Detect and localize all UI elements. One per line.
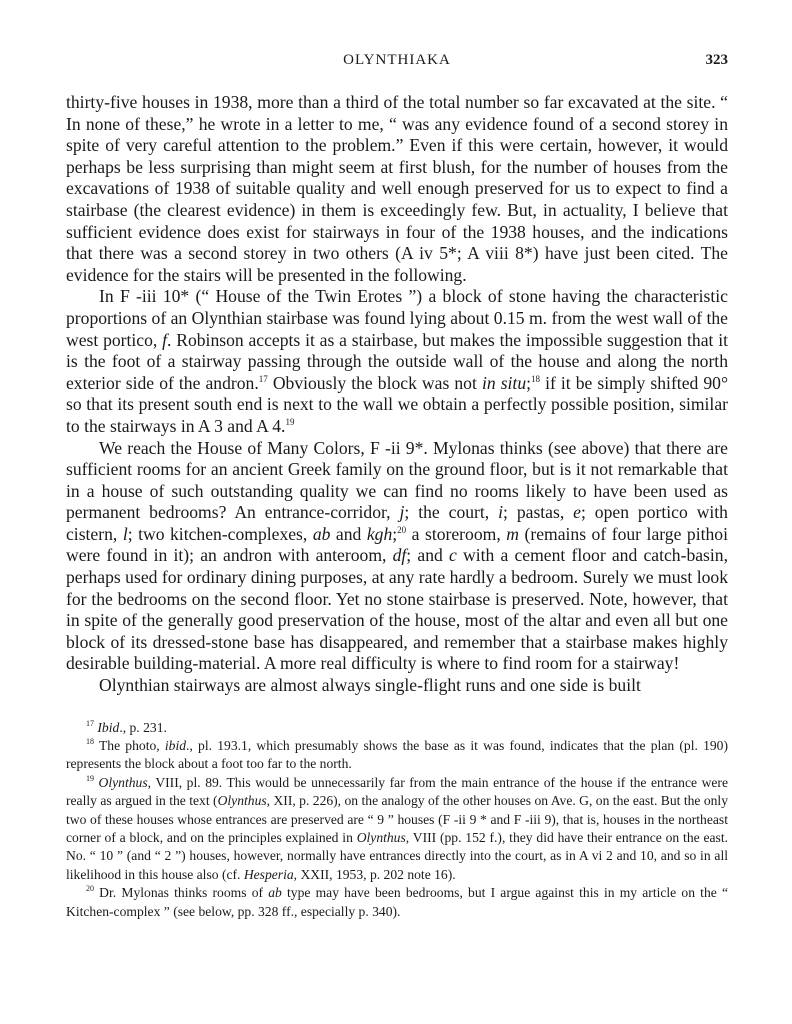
page-number: 323	[705, 52, 728, 68]
paragraph-2: In F -iii 10* (“ House of the Twin Erotes ”) a block of stone having the characteristic proportions of an Olynthian stairbase was found lying about 0.15 m. from the west wall of the west portico, f. Robinson accepts it as a stairbase, but makes the impossible suggestion that it is the foot of a stairway passing through the outside wall of the house and along the north exterior side of the andron.$^{17}$ Obviously the block was not in situ;$^{18}$ if it be simply shifted 90° so that its present south end is next to the wall we obtain a perfectly possible position, similar to the stairways in A 3 and A 4.19	[66, 286, 729, 436]
footnote-20: $^{20}$ Dr. Mylonas thinks rooms of ab type may have been bedrooms, but I argue against this in my article on the “ Kitchen-complex ” (see below, pp. 328 ff., especially p. 340).	[66, 884, 728, 919]
running-header	[66, 52, 728, 78]
footnote-ref-17[interactable]: 17	[258, 373, 268, 384]
footnotes	[66, 719, 728, 921]
paragraph-4: Olynthian stairways are almost always single-flight runs and one side is built	[99, 675, 641, 696]
paragraph-1: thirty-five houses in 1938, more than a third of the total number so far excavated at the site. “ In none of these,” he wrote in a letter to me, “ was any evidence found of a second storey in spite of very careful attention to the problem.” Even if this were certain, however, it would perhaps be less surprising than might seem at first blush, for the number of houses from the excavations of 1938 of suitable quality and well enough preserved for us to expect to find a stairbase (the clearest evidence) in them is exceedingly few. But, in actuality, I believe that sufficient evidence does exist for stairways in four of the 1938 houses, and the indications that there was a second storey in two others (A iv 5*; A viii 8*) have just been cited. The evidence for the stairs will be presented in the following.	[66, 92, 728, 285]
footnote-ref-18[interactable]: 18	[531, 373, 541, 384]
running-title: OLYNTHIAKA	[343, 52, 451, 68]
main-text	[66, 92, 728, 697]
footnote-19: $^{19}$ Olynthus, VIII, pl. 89. This would be unnecessarily far from the main entrance of the house if the entrance were really as argued in the text (Olynthus, XII, p. 226), on the analogy of the other houses on Ave. G, on the east. But the only two of these houses whose entrances are preserved are “ 9 ” houses (F -ii 9 * and F -iii 9), that is, houses in the northeast corner of a block, and on the principles explained in Olynthus, VIII (pp. 152 f.), they did have their entrance on the east. No. “ 10 ” (and “ 2 ”) houses, however, normally have entrances directly into the court, as in A vi 2 and 10, and so in all likelihood in this house also (cf. Hesperia, XXII, 1953, p. 202 note 16).	[66, 773, 729, 882]
page	[66, 52, 728, 921]
footnote-18: $^{18}$ The photo, ibid., pl. 193.1, which presumably shows the base as it was found, indicates that the plan (pl. 190) represents the block about a foot too far to the north.	[66, 737, 728, 772]
footnote-17: $^{17}$ Ibid., p. 231.	[86, 718, 167, 735]
paragraph-3: We reach the House of Many Colors, F -ii 9*. Mylonas thinks (see above) that there are sufficient rooms for an ancient Greek family on the ground floor, but is it not remarkable that in a house of such outstanding quality we can find no rooms likely to have been used as permanent bedrooms? An entrance-corridor, j; the court, i; pastas, e; open portico with cistern, l; two kitchen-complexes, ab and kgh;$^{20}$ a storeroom, m (remains of four large pithoi were found in it); an andron with anteroom, df; and c with a cement floor and catch-basin, perhaps used for ordinary dining purposes, at any rate hardly a bedroom. Surely we must look for the bedrooms on the second floor. Yet no stone stairbase is preserved. Note, however, that in spite of the generally good preservation of the house, most of the altar and even all but one block of its dressed-stone base has disappeared, and remember that a stairbase makes highly desirable building-material. A more real difficulty is where to find room for a stairway!	[66, 437, 728, 674]
footnote-ref-20[interactable]: 20	[397, 524, 407, 535]
footnote-ref-19[interactable]: 19	[285, 416, 295, 427]
